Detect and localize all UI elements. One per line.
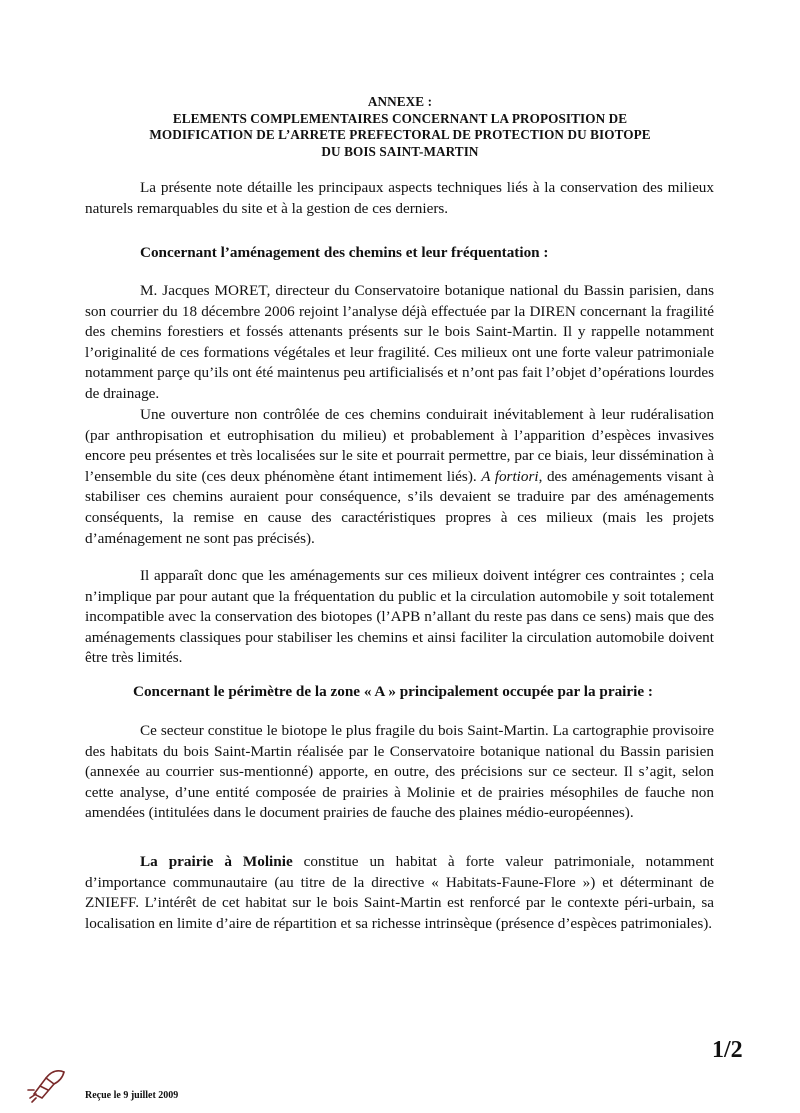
latin-phrase: A fortiori bbox=[481, 467, 539, 485]
paragraph-molinie-rest: constitue un habitat à forte valeur patrimoniale, notamment d’importance communautaire (au titre de la directive « Habitats-Faune-Flore ») et déterminant de ZNIEFF. L’intérêt de cet habitat sur le bois Saint-Martin est renforcé par le contexte péri-urbain, sa localisation en limite d’aire de répartition et sa richesse intrinsèque (présence d’espèces patrimoniales). bbox=[85, 853, 715, 932]
title-line-2: ELEMENTS COMPLEMENTAIRES CONCERNANT LA PROPOSITION DE bbox=[172, 110, 628, 126]
title-line-3: MODIFICATION DE L’ARRETE PREFECTORAL DE PROTECTION DU BIOTOPE bbox=[149, 127, 651, 142]
intro-paragraph: La présente note détaille les principaux aspects techniques liés à la conservation des milieux naturels remarquables du site et à la gestion de ces derniers. bbox=[85, 179, 714, 217]
received-date-stamp: Reçue le 9 juillet 2009 bbox=[85, 1090, 179, 1101]
document-title bbox=[90, 94, 710, 160]
paragraph-ouverture bbox=[85, 405, 714, 549]
molinie-term: La prairie à Molinie bbox=[140, 853, 293, 870]
paragraph-moret: M. Jacques MORET, directeur du Conservatoire botanique national du Bassin parisien, dans son courrier du 18 décembre 2006 rejoint l’analyse déjà effectuée par la DIREN concernant la fragilité des chemins forestiers et fossés attenants présents sur le bois Saint-Martin. Il y rappelle notamment l’originalité de ces formations végétales et leur fragilité. Ces milieux ont une forte valeur patrimoniale notamment parçe qu’ils ont été maintenus peu artificialisés et n’ont pas fait l’objet d’opérations lourdes de drainage. bbox=[85, 282, 714, 402]
paragraph-molinie bbox=[85, 852, 714, 934]
title-line-annexe: ANNEXE : bbox=[367, 94, 433, 109]
pen-logo-icon bbox=[24, 1064, 68, 1104]
section-heading-chemins: Concernant l’aménagement des chemins et leur fréquentation : bbox=[140, 244, 549, 261]
section-heading-zone-a: Concernant le périmètre de la zone « A » principalement occupée par la prairie : bbox=[133, 683, 653, 700]
paragraph-ouverture-part1: Une ouverture non contrôlée de ces chemins conduirait inévitablement à leur rudéralisation (par anthropisation et eutrophisation du milieu) et probablement à l’apparition d’espèces invasives encore peu présentes et très localisées sur le site et pourrait permettre, par ce biais, leur dissémination à l’ensemble du site (ces deux phénomène étant intimement liés). bbox=[85, 406, 714, 485]
paragraph-amenagements: Il apparaît donc que les aménagements sur ces milieux doivent intégrer ces contraintes ; cela n’implique par pour autant que la fréquentation du public et la circulation automobile y soit totalement incompatible avec la conservation des biotopes (l’APB n’allant du reste pas dans ce sens) mais que des aménagements classiques pour stabiliser les chemins et ainsi faciliter la circulation automobile doivent être très limités. bbox=[85, 567, 714, 667]
title-line-4: DU BOIS SAINT-MARTIN bbox=[321, 143, 479, 159]
paragraph-secteur: Ce secteur constitue le biotope le plus fragile du bois Saint-Martin. La cartographie provisoire des habitats du bois Saint-Martin réalisée par le Conservatoire botanique national du Bassin parisien (annexée au courrier sus-mentionné) apporte, en outre, des précisions sur ce secteur. Il s’agit, selon cette analyse, d’une entité composée de prairies à Molinie et de prairies mésophiles de fauche non amendées (intitulées dans le document prairies de fauche des plaines médio-européennes). bbox=[85, 722, 714, 822]
paragraph-ouverture-part2: , des aménagements visant à stabiliser ces chemins auraient pour conséquence, s’ils devaient se traduire par des aménagements conséquents, la remise en cause des caractéristiques propres à ces milieux (mais les projets d’aménagement ne sont pas précisés). bbox=[85, 467, 715, 547]
page-number: 1/2 bbox=[712, 1037, 743, 1063]
